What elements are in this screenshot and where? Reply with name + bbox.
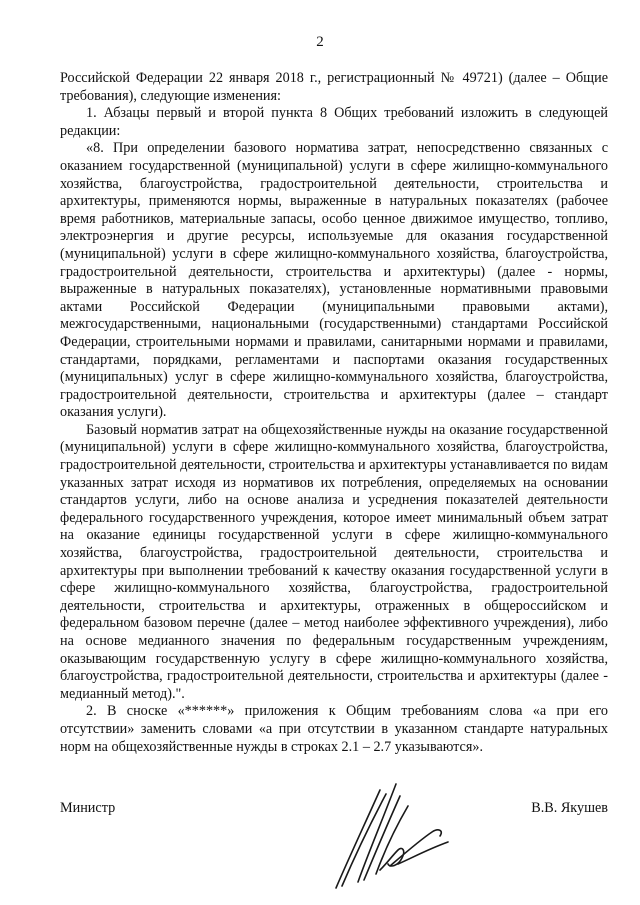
document-body [60, 70, 608, 756]
signer-name: В.В. Якушев [531, 800, 608, 816]
paragraph-continuation: Российской Федерации 22 января 2018 г., регистрационный № 49721) (далее – Общие требования), следующие изменения: [60, 70, 608, 104]
signature-block [60, 800, 608, 900]
signer-title: Министр [60, 800, 116, 816]
paragraph-item-1: 1. Абзацы первый и второй пункта 8 Общих требований изложить в следующей редакции: [60, 105, 608, 139]
paragraph-item-2: 2. В сноске «******» приложения к Общим требованиям слова «а при его отсутствии» заменить словами «а при отсутствии в указанном стандарте натуральных норм на общехозяйственные нужды в строках 2.1 – 2.7 указываются». [60, 703, 608, 755]
paragraph-base-norm: Базовый норматив затрат на общехозяйственные нужды на оказание государственной (муниципальной) услуги в сфере жилищно-коммунального хозяйства, благоустройства, градостроительной деятельности, строительства и архитектуры устанавливается по видам указанных затрат исходя из нормативов их потребления, определяемых на основании стандартов услуги, либо на основе анализа и усреднения показателей деятельности федерального государственного учреждения, которое имеет минимальный объем затрат на оказание единицы государственной услуги в сфере жилищно-коммунального хозяйства, благоустройства, градостроительной деятельности, строительства и архитектуры при выполнении требований к качеству оказания государственной услуги в сфере жилищно-коммунального хозяйства, благоустройства, градостроительной деятельности, строительства и архитектуры, отраженных в общероссийском и федеральном базовом перечне (далее – метод наиболее эффективного учреждения), либо на основе медианного значения по федеральным государственным учреждениям, оказывающим государственную услугу в сфере жилищно-коммунального хозяйства, благоустройства, градостроительной деятельности, строительства и архитектуры (далее - медианный метод).". [60, 421, 608, 702]
handwritten-signature [328, 770, 458, 895]
page-number: 2 [316, 34, 324, 50]
paragraph-item-8-quote: «8. При определении базового норматива затрат, непосредственно связанных с оказанием государственной (муниципальной) услуги в сфере жилищно-коммунального хозяйства, благоустройства, градостроительной деятельности, строительства и архитектуры, применяются нормы, выраженные в натуральных показателях (рабочее время работников, материальные запасы, особо ценное движимое имущество, топливо, электроэнергия и другие ресурсы, используемые для оказания государственной (муниципальной) услуги в сфере жилищно-коммунального хозяйства, благоустройства, градостроительной деятельности, строительства и архитектуры) (далее - нормы, выраженные в натуральных показателях), установленные нормативными правовыми актами Российской Федерации (муниципальными правовыми актами), межгосударственными, национальными (государственными) стандартами Российской Федерации, строительными нормами и правилами, санитарными нормами и правилами, стандартами, порядками, регламентами и паспортами оказания государственных (муниципальных) услуг в сфере жилищно-коммунального хозяйства, благоустройства, градостроительной деятельности, строительства и архитектуры (далее – стандарт оказания услуги). [60, 140, 608, 421]
